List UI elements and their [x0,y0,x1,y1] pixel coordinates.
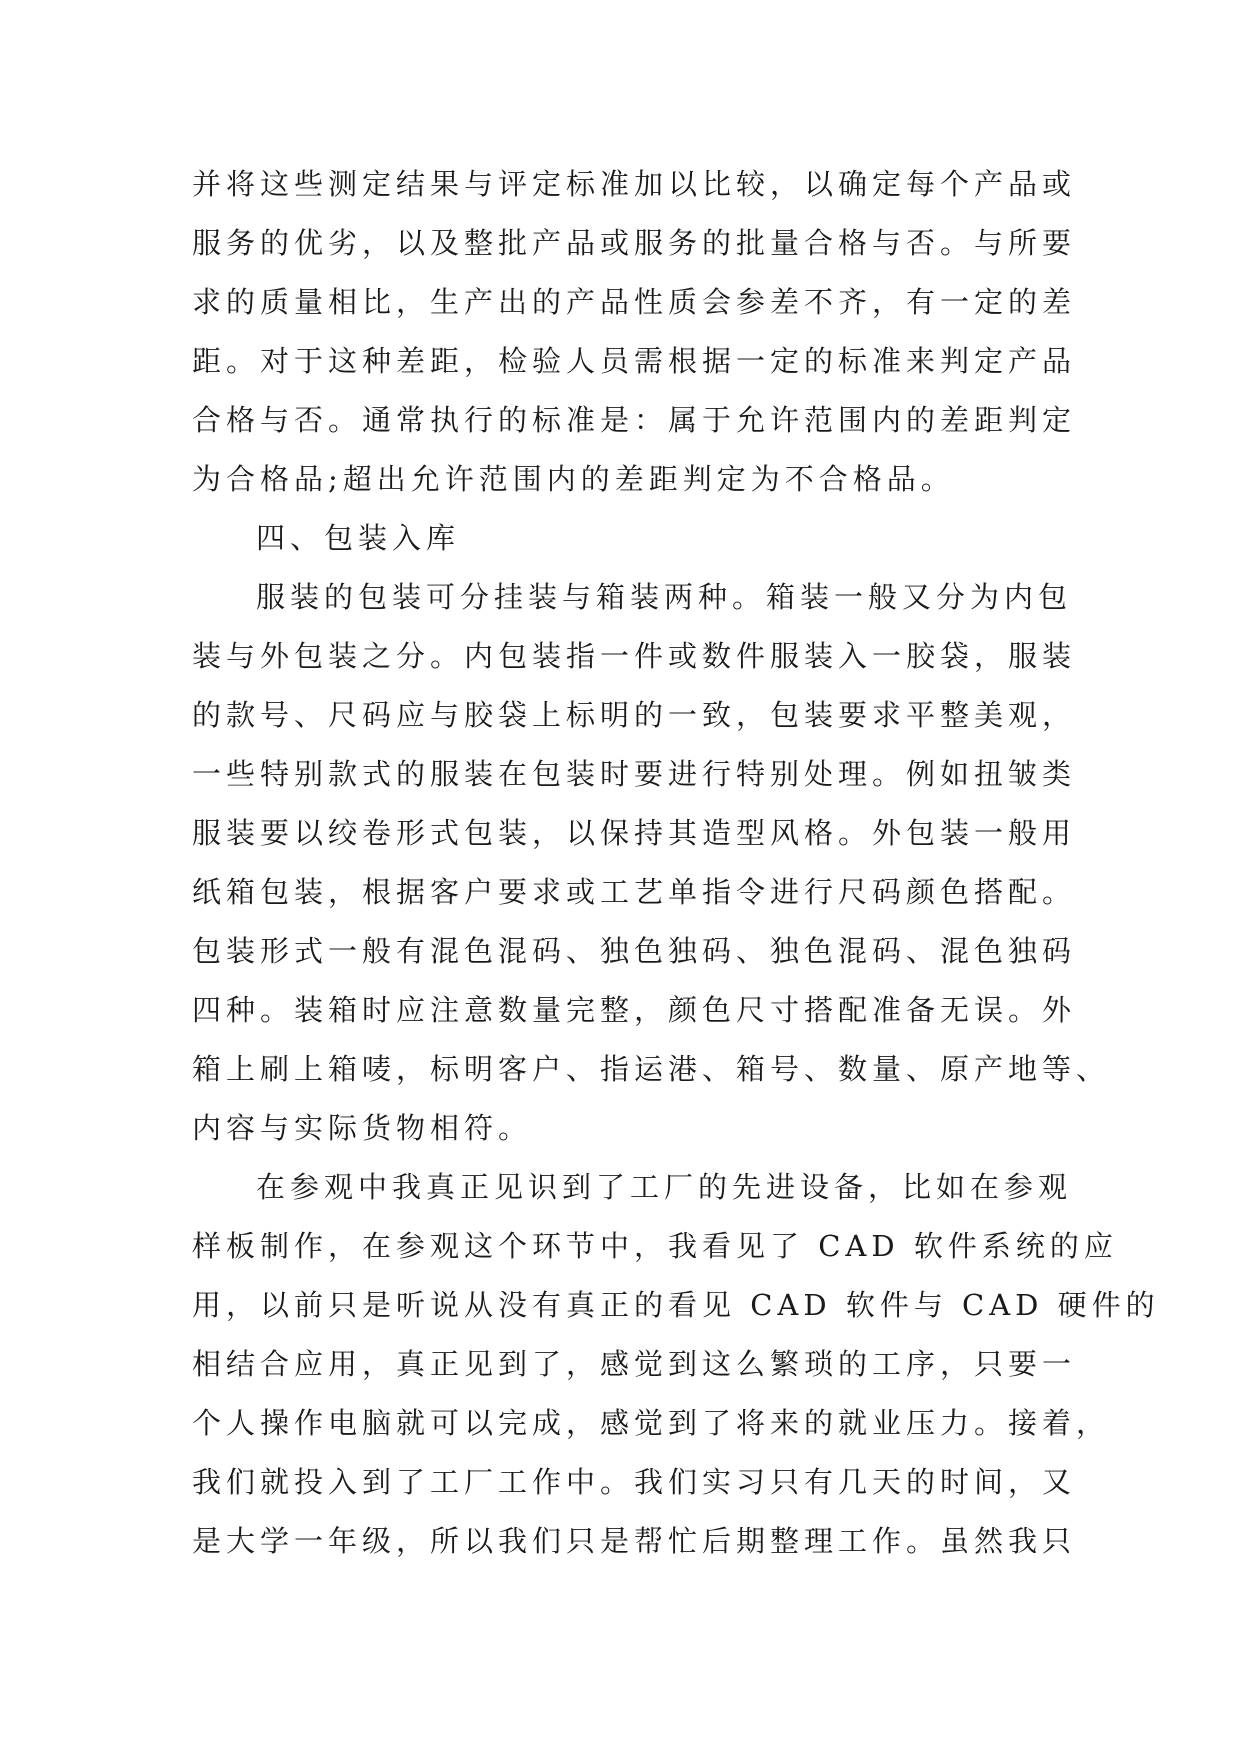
text-line: 的款号、尺码应与胶袋上标明的一致，包装要求平整美观， [192,698,1077,732]
text-line: 一些特别款式的服装在包装时要进行特别处理。例如扭皱类 [192,757,1077,791]
text-line: 为合格品;超出允许范围内的差距判定为不合格品。 [192,462,955,496]
text-line: 相结合应用，真正见到了，感觉到这么繁琐的工序，只要一 [192,1347,1077,1381]
text-line: 服装的包装可分挂装与箱装两种。箱装一般又分为内包 [256,580,1073,614]
text-line: 服务的优劣，以及整批产品或服务的批量合格与否。与所要 [192,226,1077,260]
text-line: 求的质量相比，生产出的产品性质会参差不齐，有一定的差 [192,285,1077,319]
text-line: 在参观中我真正见识到了工厂的先进设备，比如在参观 [256,1170,1073,1204]
text-line: 装与外包装之分。内包装指一件或数件服装入一胶袋，服装 [192,639,1077,673]
text-line: 箱上刷上箱唛，标明客户、指运港、箱号、数量、原产地等、 [192,1052,1111,1086]
text-line: 合格与否。通常执行的标准是：属于允许范围内的差距判定 [192,403,1077,437]
text-line: 包装形式一般有混色混码、独色独码、独色混码、混色独码 [192,934,1077,968]
text-line: 服装要以绞卷形式包装，以保持其造型风格。外包装一般用 [192,816,1077,850]
paragraph-visit-experience [192,1158,1160,1571]
paragraph-inspection-standard [192,155,1077,509]
section-heading [192,509,1062,568]
section-heading-text: 四、包装入库 [256,521,461,555]
text-line: 个人操作电脑就可以完成，感觉到了将来的就业压力。接着， [192,1406,1111,1440]
text-line: 距。对于这种差距，检验人员需根据一定的标准来判定产品 [192,344,1077,378]
text-line: 是大学一年级，所以我们只是帮忙后期整理工作。虽然我只 [192,1524,1077,1558]
text-line: 并将这些测定结果与评定标准加以比较，以确定每个产品或 [192,167,1077,201]
text-line: 我们就投入到了工厂工作中。我们实习只有几天的时间，又 [192,1465,1077,1499]
text-line: 样板制作，在参观这个环节中，我看见了 CAD 软件系统的应 [192,1229,1118,1263]
document-page [192,155,1160,1571]
paragraph-packaging [192,568,1111,1158]
text-line: 用，以前只是听说从没有真正的看见 CAD 软件与 CAD 硬件的 [192,1288,1160,1322]
text-line: 纸箱包装，根据客户要求或工艺单指令进行尺码颜色搭配。 [192,875,1077,909]
text-line: 四种。装箱时应注意数量完整，颜色尺寸搭配准备无误。外 [192,993,1077,1027]
text-line: 内容与实际货物相符。 [192,1111,533,1145]
